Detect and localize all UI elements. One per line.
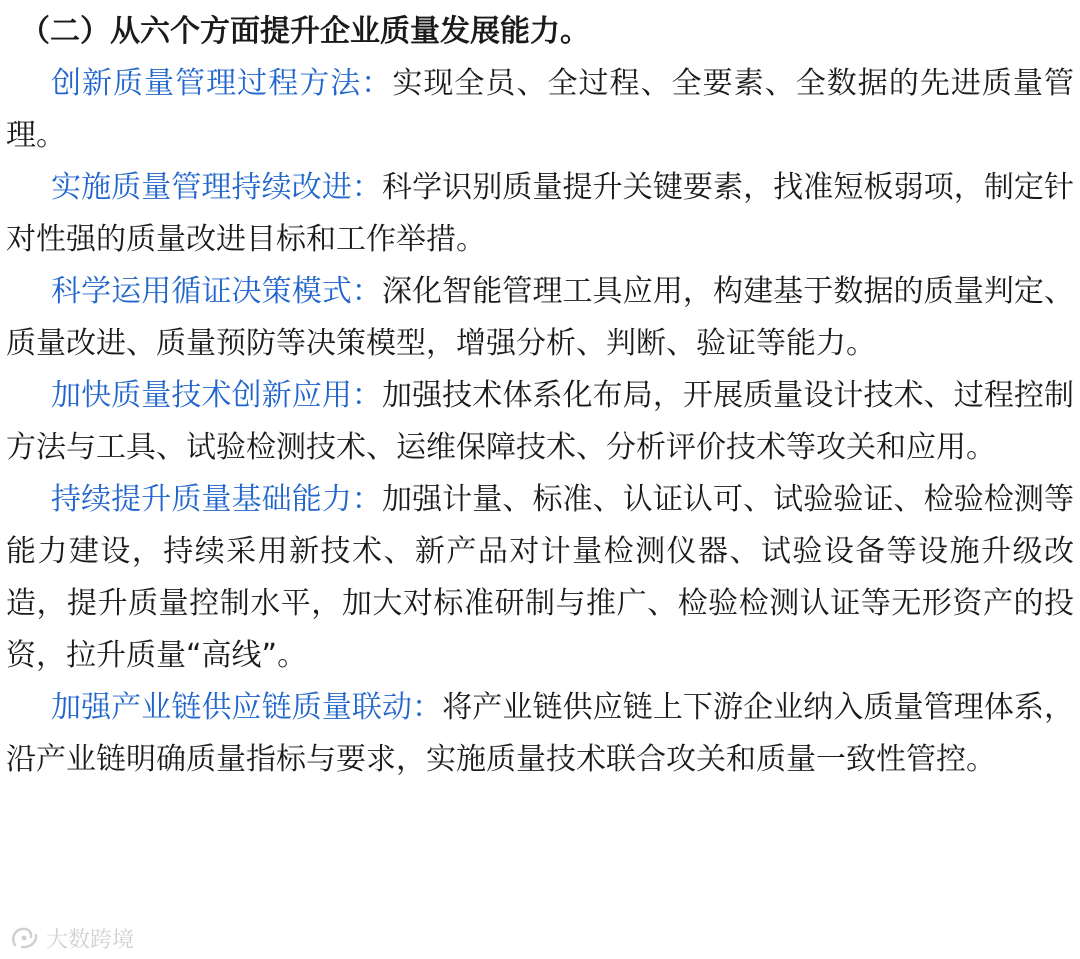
item-text: 实现全员、全过程、全要素、全数据的先进质量管理。: [6, 66, 1074, 153]
item-text: 加强技术体系化布局，开展质量设计技术、过程控制方法与工具、试验检测技术、运维保障技术、分析评价技术等攻关和应用。: [6, 378, 1074, 465]
list-item: [6, 370, 1074, 474]
watermark-text: 大数跨境: [46, 927, 135, 953]
logo-icon: [10, 925, 40, 951]
item-text: 将产业链供应链上下游企业纳入质量管理体系，沿产业链明确质量指标与要求，实施质量技术联合攻关和质量一致性管控。: [6, 690, 1075, 777]
item-lead: 科学运用循证决策模式：: [51, 274, 382, 309]
item-lead: 加强产业链供应链质量联动：: [51, 690, 443, 725]
item-text: 科学识别质量提升关键要素，找准短板弱项，制定针对性强的质量改进目标和工作举措。: [6, 170, 1074, 257]
section-heading: （二）从六个方面提升企业质量发展能力。: [20, 14, 590, 49]
item-lead: 实施质量管理持续改进：: [51, 170, 382, 205]
list-item: [6, 266, 1074, 370]
list-item: [6, 474, 1074, 682]
list-item: [6, 58, 1074, 162]
item-text: 加强计量、标准、认证认可、试验验证、检验检测等能力建设，持续采用新技术、新产品对计量检测仪器、试验设备等设施升级改造，提升质量控制水平，加大对标准研制与推广、检验检测认证等无形资产的投资，拉升质量“高线”。: [6, 482, 1074, 673]
watermark: [10, 922, 134, 954]
item-lead: 创新质量管理过程方法：: [51, 66, 393, 101]
item-text: 深化智能管理工具应用，构建基于数据的质量判定、质量改进、质量预防等决策模型，增强分析、判断、验证等能力。: [6, 274, 1074, 361]
list-item: [6, 162, 1074, 266]
item-lead: 持续提升质量基础能力：: [51, 482, 382, 517]
list-item: [6, 682, 1074, 786]
item-lead: 加快质量技术创新应用：: [51, 378, 382, 413]
